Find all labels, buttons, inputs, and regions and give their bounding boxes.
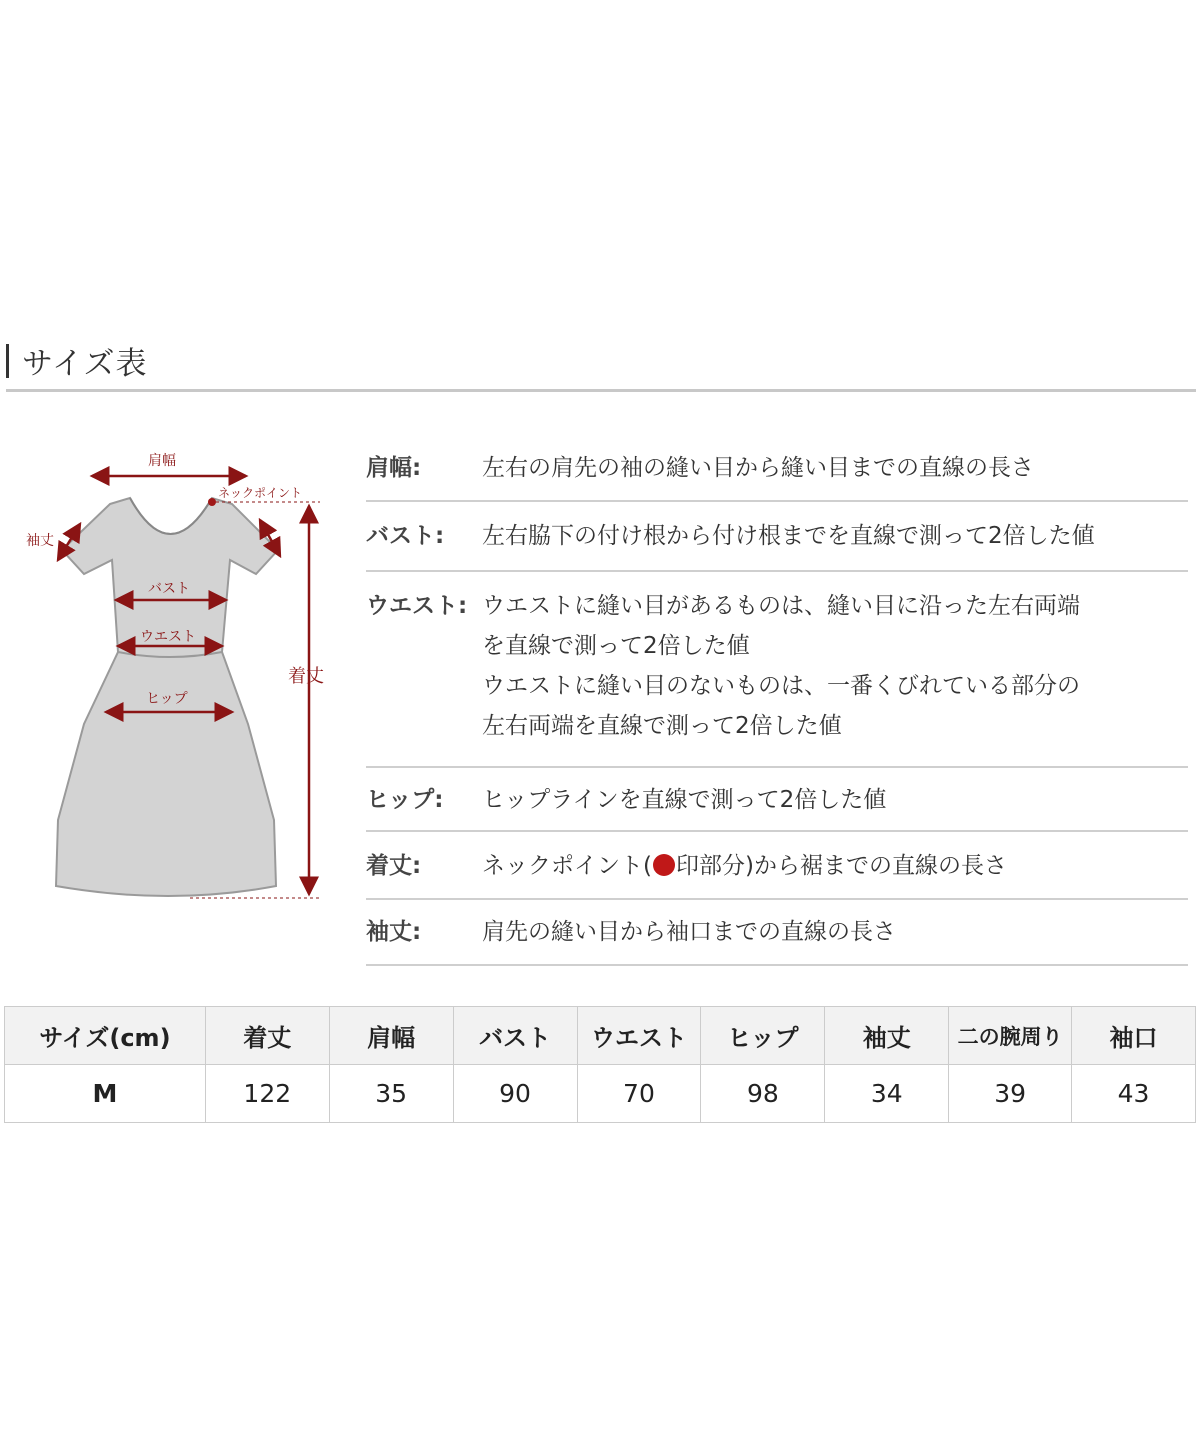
label-neck-point: ネックポイント [218, 486, 303, 500]
definition-row [366, 832, 1188, 900]
definition-text-pre: ネックポイント( [482, 853, 652, 879]
definition-row [366, 900, 1188, 966]
definition-line: ウエストに縫い目があるものは、縫い目に沿った左右両端 [482, 593, 1080, 619]
definition-term: 袖丈: [366, 919, 422, 945]
label-bust: バスト [148, 581, 190, 597]
definition-term: ヒップ: [366, 787, 444, 813]
header-accent-bar [6, 344, 9, 378]
section-title: サイズ表 [22, 346, 148, 382]
definition-row [366, 436, 1188, 502]
table-cell: 122 [205, 1065, 329, 1123]
definition-term: 肩幅: [366, 455, 422, 481]
definition-text [482, 912, 1188, 964]
definition-row [366, 572, 1188, 768]
definition-term: バスト: [366, 523, 445, 549]
table-header-row [5, 1007, 1196, 1065]
definition-term: 着丈: [366, 853, 422, 879]
table-cell: 34 [825, 1065, 949, 1123]
section-header [6, 336, 1196, 392]
definition-text [482, 516, 1188, 570]
label-shoulder: 肩幅 [148, 453, 176, 469]
column-header: 二の腕周り [949, 1007, 1072, 1065]
definition-row [366, 502, 1188, 572]
definition-term: ウエスト: [366, 593, 468, 619]
definition-row [366, 768, 1188, 832]
label-length: 着丈 [288, 666, 324, 687]
definition-line: ウエストに縫い目のないものは、一番くびれている部分の [482, 673, 1080, 699]
size-table [4, 1006, 1196, 1123]
garment-diagram [20, 440, 340, 920]
table-cell: 39 [949, 1065, 1072, 1123]
column-header: ヒップ [701, 1007, 825, 1065]
definition-line: ヒップラインを直線で測って2倍した値 [482, 787, 887, 813]
column-header: 袖丈 [825, 1007, 949, 1065]
definition-list [366, 436, 1188, 966]
neck-point-dot [208, 498, 216, 506]
label-sleeve: 袖丈 [26, 533, 54, 549]
definition-line: 左右脇下の付け根から付け根までを直線で測って2倍した値 [482, 523, 1095, 549]
red-dot-icon [653, 854, 675, 876]
label-waist: ウエスト [140, 629, 196, 645]
table-cell: 98 [701, 1065, 825, 1123]
definition-text [482, 448, 1188, 500]
table-cell: 90 [453, 1065, 577, 1123]
definition-line: 左右両端を直線で測って2倍した値 [482, 713, 842, 739]
definition-line: を直線で測って2倍した値 [482, 633, 750, 659]
table-row [5, 1065, 1196, 1123]
definition-line: 肩先の縫い目から袖口までの直線の長さ [482, 919, 896, 945]
label-hip: ヒップ [146, 691, 188, 707]
table-cell: 35 [329, 1065, 453, 1123]
column-header: 肩幅 [329, 1007, 453, 1065]
definition-text [482, 780, 1188, 830]
column-header: 着丈 [205, 1007, 329, 1065]
definition-text [482, 586, 1188, 766]
definition-text-post: 印部分)から裾までの直線の長さ [675, 853, 1007, 879]
column-header: サイズ(cm) [5, 1007, 206, 1065]
definition-line [482, 846, 1188, 886]
table-cell: M [5, 1065, 206, 1123]
table-cell: 70 [577, 1065, 701, 1123]
column-header: 袖口 [1072, 1007, 1196, 1065]
column-header: バスト [453, 1007, 577, 1065]
definition-text [482, 846, 1188, 898]
definition-line: 左右の肩先の袖の縫い目から縫い目までの直線の長さ [482, 455, 1034, 481]
column-header: ウエスト [577, 1007, 701, 1065]
table-cell: 43 [1072, 1065, 1196, 1123]
